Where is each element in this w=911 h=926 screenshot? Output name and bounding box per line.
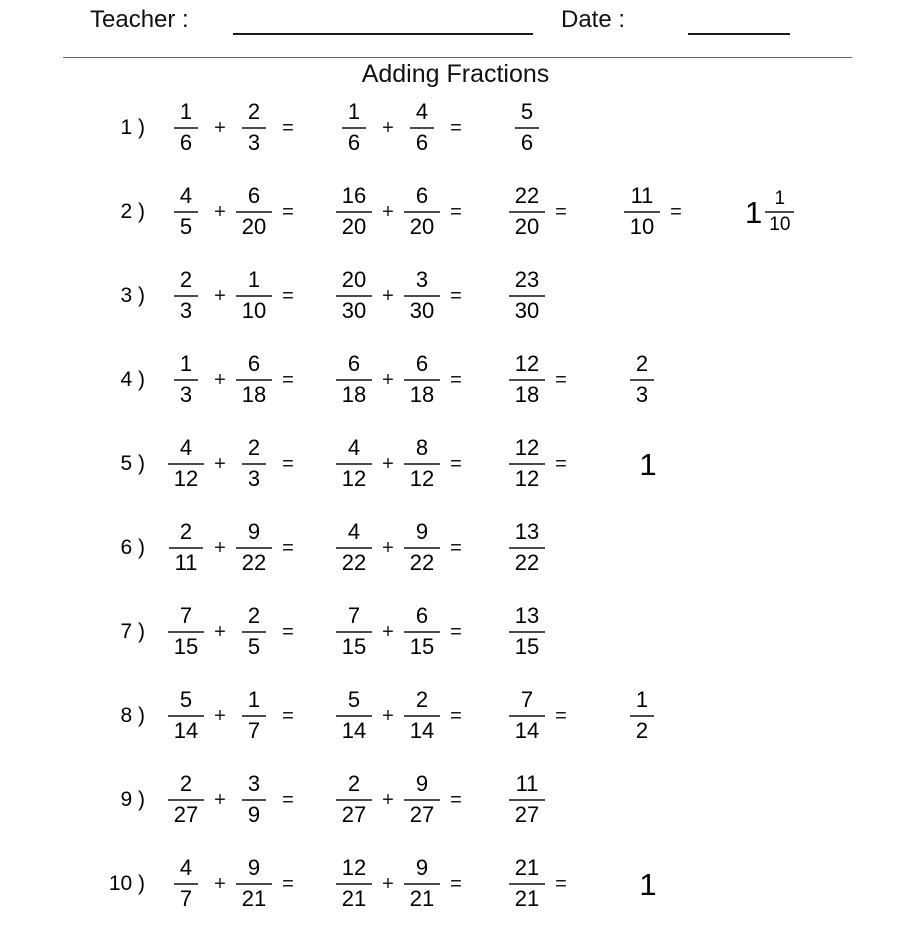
numerator: 5 [336,688,372,717]
plus-operator: + [382,200,394,223]
problem-row [0,338,911,422]
denominator: 27 [341,802,367,827]
simplified-step [620,793,688,807]
plus-operator: + [382,536,394,559]
numerator: 4 [174,184,198,213]
equals-operator: = [670,200,682,223]
denominator: 10 [769,214,791,235]
numerator: 6 [236,184,272,213]
numerator: 8 [404,436,440,465]
common-denominator-expression [332,436,468,492]
simplified-step [620,625,688,639]
converted-addend-1-fraction [336,688,372,744]
denominator: 12 [341,466,367,491]
original-expression [164,100,300,156]
equals-operator: = [282,620,294,643]
denominator: 20 [241,214,267,239]
original-expression [164,772,300,828]
original-expression [164,856,300,912]
addend-1-fraction [168,604,204,660]
numerator: 6 [404,352,440,381]
converted-addend-2-fraction [404,352,440,408]
common-denominator-expression [332,268,468,324]
numerator: 6 [404,604,440,633]
numerator: 21 [509,856,545,885]
final-answer [745,543,911,553]
denominator: 27 [409,802,435,827]
common-denominator-expression [332,352,468,408]
final-answer [745,795,911,805]
problem-row [0,842,911,926]
converted-addend-2-fraction [404,184,440,240]
problem-number: 1 ) [120,116,145,139]
denominator: 5 [247,634,261,659]
equals-operator: = [450,368,462,391]
denominator: 27 [173,802,199,827]
simplified-fraction [624,184,660,240]
addend-1-fraction [168,688,204,744]
addend-2-fraction [242,604,266,660]
problem-number: 8 ) [120,704,145,727]
denominator: 7 [179,886,193,911]
plus-operator: + [214,116,226,139]
denominator: 15 [341,634,367,659]
equals-operator: = [450,620,462,643]
problem-number: 9 ) [120,788,145,811]
converted-addend-1-fraction [336,772,372,828]
addend-2-fraction [236,520,272,576]
equals-operator: = [450,704,462,727]
numerator: 12 [509,352,545,381]
sum-fraction [509,688,545,744]
addend-2-fraction [242,436,266,492]
plus-operator: + [214,872,226,895]
numerator: 9 [404,856,440,885]
equals-operator: = [282,368,294,391]
numerator: 7 [336,604,372,633]
numerator: 6 [236,352,272,381]
numerator: 11 [624,184,660,213]
denominator: 10 [629,214,655,239]
numerator: 20 [336,268,372,297]
numerator: 9 [404,520,440,549]
denominator: 21 [241,886,267,911]
denominator: 12 [409,466,435,491]
equals-operator: = [450,200,462,223]
worksheet-title: Adding Fractions [361,60,550,88]
numerator: 3 [242,772,266,801]
denominator: 3 [179,382,193,407]
numerator: 7 [509,688,545,717]
converted-addend-2-fraction [404,436,440,492]
problem-number: 2 ) [120,200,145,223]
denominator: 27 [514,802,540,827]
denominator: 12 [173,466,199,491]
denominator: 6 [415,130,429,155]
plus-operator: + [214,452,226,475]
denominator: 3 [179,298,193,323]
addend-2-fraction [236,268,272,324]
denominator: 3 [247,466,261,491]
denominator: 14 [173,718,199,743]
plus-operator: + [214,284,226,307]
addend-1-fraction [169,520,204,576]
numerator: 1 [342,100,366,129]
plus-operator: + [382,788,394,811]
sum-step [505,352,573,408]
denominator: 20 [514,214,540,239]
addend-2-fraction [236,184,272,240]
equals-operator: = [450,536,462,559]
equals-operator: = [282,284,294,307]
denominator: 15 [173,634,199,659]
denominator: 22 [409,550,435,575]
simplified-step [620,352,688,408]
numerator: 1 [174,100,198,129]
sum-fraction [509,520,545,576]
numerator: 22 [509,184,545,213]
problem-row [0,674,911,758]
equals-operator: = [282,704,294,727]
equals-operator: = [450,284,462,307]
numerator: 1 [236,268,272,297]
equals-operator: = [282,200,294,223]
numerator: 9 [236,520,272,549]
sum-step [505,688,573,744]
denominator: 6 [179,130,193,155]
converted-addend-2-fraction [404,856,440,912]
addend-1-fraction [174,184,198,240]
final-answer [745,627,911,637]
addend-2-fraction [242,772,266,828]
denominator: 3 [635,382,649,407]
addend-1-fraction [168,436,204,492]
numerator: 7 [168,604,204,633]
numerator: 1 [242,688,266,717]
converted-addend-1-fraction [336,184,372,240]
plus-operator: + [382,872,394,895]
original-expression [164,184,300,240]
common-denominator-expression [332,856,468,912]
converted-addend-2-fraction [404,268,440,324]
numerator: 5 [515,100,539,129]
common-denominator-expression [332,100,468,156]
numerator: 9 [404,772,440,801]
equals-operator: = [450,872,462,895]
numerator: 1 [630,688,654,717]
plus-operator: + [382,368,394,391]
final-answer [745,123,911,133]
simplified-step [620,688,688,744]
common-denominator-expression [332,688,468,744]
denominator: 30 [514,298,540,323]
denominator: 30 [409,298,435,323]
converted-addend-2-fraction [404,520,440,576]
problem-number: 10 ) [108,872,145,895]
numerator: 2 [174,268,198,297]
plus-operator: + [382,116,394,139]
numerator: 2 [242,100,266,129]
numerator: 4 [168,436,204,465]
numerator: 1 [765,189,794,213]
numerator: 11 [509,772,545,801]
problem-row [0,254,911,338]
numerator: 4 [336,520,372,549]
simplified-whole-number: 1 [639,866,657,902]
numerator: 2 [630,352,654,381]
denominator: 20 [409,214,435,239]
denominator: 7 [247,718,261,743]
simplified-step [620,184,688,240]
numerator: 13 [509,604,545,633]
plus-operator: + [214,704,226,727]
denominator: 18 [514,382,540,407]
problem-number: 7 ) [120,620,145,643]
addend-2-fraction [242,100,266,156]
converted-addend-1-fraction [336,856,372,912]
simplified-whole-number: 1 [639,446,657,482]
converted-addend-1-fraction [336,352,372,408]
equals-operator: = [555,872,567,895]
denominator: 15 [514,634,540,659]
equals-operator: = [282,452,294,475]
denominator: 22 [241,550,267,575]
numerator: 2 [336,772,372,801]
numerator: 16 [336,184,372,213]
denominator: 5 [179,214,193,239]
numerator: 9 [236,856,272,885]
denominator: 9 [247,802,261,827]
denominator: 11 [174,550,198,575]
converted-addend-1-fraction [336,604,372,660]
numerator: 6 [336,352,372,381]
denominator: 18 [409,382,435,407]
problem-number: 4 ) [120,368,145,391]
original-expression [164,268,300,324]
problem-number: 3 ) [120,284,145,307]
sum-step [505,436,573,492]
denominator: 18 [241,382,267,407]
problem-row [0,506,911,590]
equals-operator: = [555,368,567,391]
teacher-label: Teacher : [90,6,189,33]
numerator: 12 [509,436,545,465]
sum-step [505,772,573,828]
common-denominator-expression [332,184,468,240]
sum-step [505,856,573,912]
sum-fraction [509,352,545,408]
original-expression [164,436,300,492]
final-whole-number: 1 [745,194,763,230]
sum-step [505,184,573,240]
plus-operator: + [382,704,394,727]
problem-number: 5 ) [120,452,145,475]
addend-1-fraction [174,352,198,408]
teacher-blank-line [233,10,533,35]
common-denominator-expression [332,772,468,828]
plus-operator: + [382,620,394,643]
plus-operator: + [214,788,226,811]
denominator: 6 [347,130,361,155]
denominator: 21 [514,886,540,911]
equals-operator: = [555,200,567,223]
converted-addend-2-fraction [404,604,440,660]
addend-1-fraction [174,856,198,912]
equals-operator: = [450,116,462,139]
plus-operator: + [382,284,394,307]
denominator: 21 [409,886,435,911]
original-expression [164,520,300,576]
converted-addend-1-fraction [336,520,372,576]
final-answer [745,291,911,301]
sum-fraction [509,268,545,324]
problem-row [0,86,911,170]
denominator: 14 [514,718,540,743]
numerator: 2 [404,688,440,717]
sum-step [505,604,573,660]
converted-addend-2-fraction [404,772,440,828]
original-expression [164,604,300,660]
problem-number: 6 ) [120,536,145,559]
numerator: 2 [168,772,204,801]
final-answer [745,459,911,469]
original-expression [164,352,300,408]
simplified-fraction [630,688,654,744]
equals-operator: = [450,452,462,475]
sum-fraction [509,856,545,912]
numerator: 2 [242,436,266,465]
denominator: 30 [341,298,367,323]
sum-fraction [509,604,545,660]
denominator: 6 [520,130,534,155]
date-blank-line [688,10,790,35]
denominator: 18 [341,382,367,407]
problem-row [0,758,911,842]
addend-2-fraction [236,856,272,912]
equals-operator: = [282,872,294,895]
problem-list [0,86,911,926]
numerator: 4 [336,436,372,465]
equals-operator: = [555,452,567,475]
simplified-step [620,541,688,555]
converted-addend-1-fraction [342,100,366,156]
plus-operator: + [214,368,226,391]
date-label: Date : [561,6,626,33]
denominator: 2 [635,718,649,743]
denominator: 14 [341,718,367,743]
numerator: 2 [169,520,204,549]
converted-addend-1-fraction [336,268,372,324]
common-denominator-expression [332,604,468,660]
problem-row [0,170,911,254]
addend-1-fraction [168,772,204,828]
converted-addend-1-fraction [336,436,372,492]
final-answer [745,189,911,235]
sum-step [505,100,573,156]
final-answer [745,879,911,889]
plus-operator: + [382,452,394,475]
equals-operator: = [450,788,462,811]
problem-row [0,422,911,506]
simplified-fraction [630,352,654,408]
numerator: 4 [410,100,434,129]
original-expression [164,688,300,744]
common-denominator-expression [332,520,468,576]
sum-fraction [515,100,539,156]
denominator: 22 [514,550,540,575]
converted-addend-2-fraction [404,688,440,744]
final-answer [745,711,911,721]
problem-row [0,590,911,674]
sum-fraction [509,184,545,240]
plus-operator: + [214,620,226,643]
sum-step [505,268,573,324]
numerator: 12 [336,856,372,885]
denominator: 3 [247,130,261,155]
simplified-step [620,866,688,902]
numerator: 3 [404,268,440,297]
equals-operator: = [282,788,294,811]
equals-operator: = [282,116,294,139]
plus-operator: + [214,200,226,223]
simplified-step [620,289,688,303]
sum-step [505,520,573,576]
denominator: 21 [341,886,367,911]
numerator: 5 [168,688,204,717]
numerator: 2 [242,604,266,633]
numerator: 13 [509,520,545,549]
numerator: 23 [509,268,545,297]
simplified-step [620,121,688,135]
numerator: 1 [174,352,198,381]
numerator: 6 [404,184,440,213]
addend-1-fraction [174,100,198,156]
addend-2-fraction [236,352,272,408]
addend-2-fraction [242,688,266,744]
denominator: 20 [341,214,367,239]
addend-1-fraction [174,268,198,324]
plus-operator: + [214,536,226,559]
denominator: 15 [409,634,435,659]
equals-operator: = [282,536,294,559]
simplified-step [620,446,688,482]
final-fraction [765,189,794,235]
denominator: 12 [514,466,540,491]
denominator: 22 [341,550,367,575]
numerator: 4 [174,856,198,885]
sum-fraction [509,436,545,492]
header-divider [63,57,852,58]
converted-addend-2-fraction [410,100,434,156]
equals-operator: = [555,704,567,727]
final-answer [745,375,911,385]
denominator: 10 [241,298,267,323]
sum-fraction [509,772,545,828]
denominator: 14 [409,718,435,743]
